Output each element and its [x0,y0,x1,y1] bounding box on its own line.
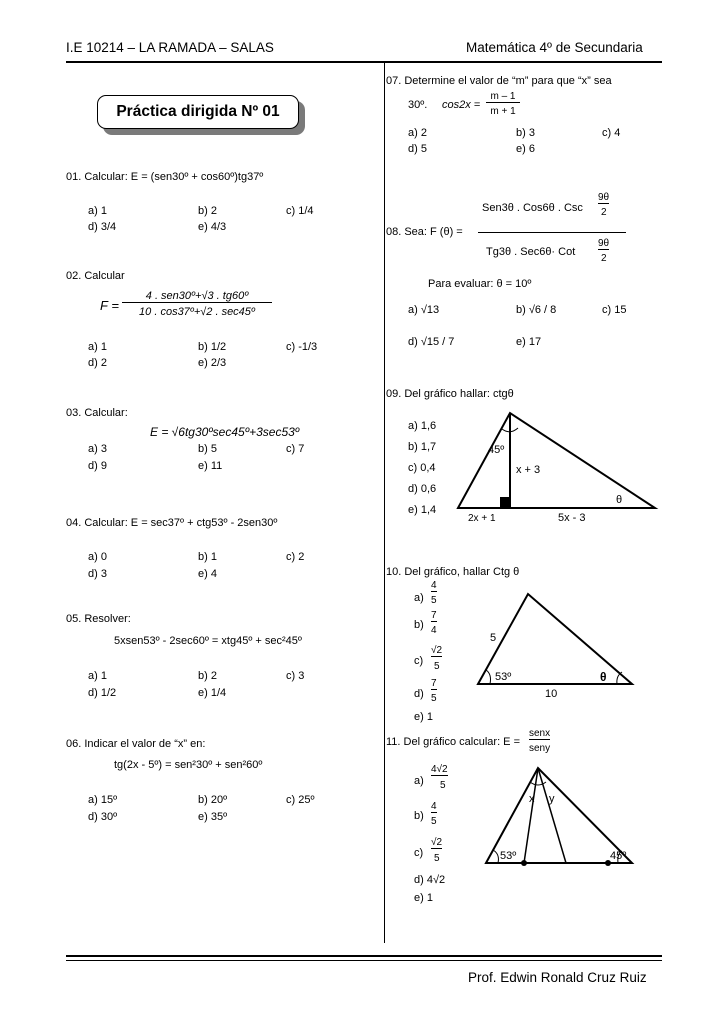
q1-label: 01. Calcular: E = (sen30º + cos60º)tg37º [66,171,264,183]
q9-triangle [458,413,655,508]
q9-angle-label: 45º [488,444,505,456]
q6-opt-d: d) 30º [88,811,118,823]
q1-opt-b: b) 2 [198,205,217,217]
q4-opt-b: b) 1 [198,551,217,563]
q2-opt-b: b) 1/2 [198,341,227,353]
q10-opt-d-den: 5 [431,693,437,704]
q10-opt-d-num: 7 [431,678,437,689]
q4-label: 04. Calcular: E = sec37º + ctg53º - 2sen30º [66,517,278,529]
q2-F: F = [100,298,119,313]
q10-opt-c-den: 5 [434,661,440,672]
q11-triangle-figure [480,762,640,872]
q11-arc-left [493,850,498,863]
q10-opt-a-num: 4 [431,580,437,591]
q11-angle2-label: 45º [610,850,627,862]
q5-opt-d: d) 1/2 [88,687,117,699]
q7-line2: 30º. [408,99,428,111]
q5-opt-c: c) 3 [286,670,305,682]
header-rule [66,61,662,63]
q7-expr-left: cos2x = [442,99,481,111]
q8-num-frac-top: 9θ [598,192,610,203]
q5-opt-e: e) 1/4 [198,687,227,699]
q7-denominator: m + 1 [490,106,516,117]
q11-opt-b-letter: b) [414,810,424,822]
q9-opt-e: e) 1,4 [408,504,437,516]
q9-opt-c: c) 0,4 [408,462,436,474]
q7-opt-c: c) 4 [602,127,621,139]
q8-opt-d: d) √15 / 7 [408,336,455,348]
q5-opt-b: b) 2 [198,670,217,682]
footer-author: Prof. Edwin Ronald Cruz Ruiz [468,970,647,985]
q9-opt-d: d) 0,6 [408,483,437,495]
q5-label: 05. Resolver: [66,613,131,625]
q8-den-frac-bottom: 2 [601,253,607,264]
q11-label: 11. Del gráfico calcular: E = [386,736,520,748]
q11-y-label: y [549,793,555,805]
q7-numerator: m – 1 [486,91,520,103]
q5-expression: 5xsen53º - 2sec60º = xtg45º + sec²45º [114,635,302,647]
q10-opt-b-letter: b) [414,619,424,631]
q3-opt-b: b) 5 [198,443,217,455]
q10-opt-d-letter: d) [414,688,424,700]
page-title: Práctica dirigida Nº 01 [97,95,299,129]
q9-side-label: x + 3 [516,464,541,476]
q9-base1-label: 2x + 1 [468,513,496,524]
q11-opt-a-num: 4√2 [431,764,448,775]
q4-opt-e: e) 4 [198,568,217,580]
q11-opt-a-den: 5 [440,780,446,791]
q7-opt-e: e) 6 [516,143,535,155]
q11-denominator: seny [529,743,551,754]
q11-point-left [521,860,527,866]
q2-opt-c: c) -1/3 [286,341,318,353]
q8-denominator: Tg3θ . Sec6θ· Cot [486,246,576,258]
q9-right-angle-mark [500,497,510,508]
q7-label: 07. Determine el valor de “m” para que “x” sea [386,75,612,87]
q3-opt-e: e) 11 [198,460,223,472]
q11-opt-a-letter: a) [414,775,424,787]
q11-opt-b-den: 5 [431,816,437,827]
q3-label: 03. Calcular: [66,407,128,419]
q8-numerator: Sen3θ . Cos6θ . Csc [482,202,583,214]
q11-numerator: senx [529,728,551,739]
q6-opt-e: e) 35º [198,811,228,823]
q2-denominator: 10 . cos37º+√2 . sec45º [139,306,255,318]
q5-opt-a: a) 1 [88,670,107,682]
q11-opt-b-num: 4 [431,801,437,812]
q11-x-label: x [529,793,535,805]
header-school: I.E 10214 – LA RAMADA – SALAS [66,40,274,55]
header-course: Matemática 4º de Secundaria [466,40,643,55]
q8-num-frac-bottom: 2 [601,207,607,218]
q11-opt-e: e) 1 [414,892,433,904]
column-divider [384,63,385,943]
q9-theta-label: θ [616,494,623,506]
q10-opt-e: e) 1 [414,711,433,723]
q10-opt-b-den: 4 [431,625,437,636]
q6-opt-b: b) 20º [198,794,228,806]
q2-opt-e: e) 2/3 [198,357,227,369]
q10-opt-a-den: 5 [431,595,437,606]
q4-opt-a: a) 0 [88,551,107,563]
q10-triangle-figure [470,588,640,698]
q1-opt-a: a) 1 [88,205,107,217]
q10-angle-label: 53º [495,671,512,683]
q6-opt-c: c) 25º [286,794,315,806]
q7-opt-b: b) 3 [516,127,535,139]
q3-opt-c: c) 7 [286,443,305,455]
q6-expression: tg(2x - 5º) = sen²30º + sen²60º [114,759,263,771]
q11-triangle [486,768,632,863]
q10-label: 10. Del gráfico, hallar Ctg θ [386,566,520,578]
q1-opt-e: e) 4/3 [198,221,227,233]
footer-rule-bottom [66,960,662,961]
q3-expression: E = √6tg30ºsec45º+3sec53º [150,425,300,439]
q3-opt-a: a) 3 [88,443,107,455]
q2-opt-a: a) 1 [88,341,107,353]
q10-opt-c-letter: c) [414,655,424,667]
q8-opt-b: b) √6 / 8 [516,304,557,316]
q6-label: 06. Indicar el valor de “x” en: [66,738,206,750]
q7-opt-a: a) 2 [408,127,427,139]
q8-fraction-bar [478,232,626,233]
q9-base2-label: 5x - 3 [558,512,586,524]
q1-opt-c: c) 1/4 [286,205,314,217]
q11-opt-c-letter: c) [414,847,424,859]
q8-opt-c: c) 15 [602,304,627,316]
q3-opt-d: d) 9 [88,460,107,472]
q1-opt-d: d) 3/4 [88,221,117,233]
q11-opt-d: d) 4√2 [414,874,446,886]
q10-opt-b-num: 7 [431,610,437,621]
q10-base-label: 10 [545,688,558,698]
q11-opt-c-den: 5 [434,853,440,864]
q8-label: 08. Sea: F (θ) = [386,226,463,238]
q9-opt-a: a) 1,6 [408,420,437,432]
q10-angle-arc-left [486,670,491,684]
q8-eval: Para evaluar: θ = 10º [428,278,532,290]
q2-numerator: 4 . sen30º+√3 . tg60º [122,290,272,303]
q7-opt-d: d) 5 [408,143,427,155]
q2-label: 02. Calcular [66,270,125,282]
q8-opt-a: a) √13 [408,304,440,316]
q10-theta-label: θ [600,670,607,684]
q11-angle1-label: 53º [500,850,517,862]
q9-opt-b: b) 1,7 [408,441,437,453]
q8-den-frac-top: 9θ [598,238,610,249]
q2-opt-d: d) 2 [88,357,107,369]
q11-opt-c-num: √2 [431,837,443,848]
q9-label: 09. Del gráfico hallar: ctgθ [386,388,514,400]
q9-triangle-figure [450,405,660,525]
q10-opt-a-letter: a) [414,592,424,604]
q8-opt-e: e) 17 [516,336,542,348]
q10-side-label: 5 [490,632,497,644]
footer-rule-top [66,955,662,957]
q4-opt-d: d) 3 [88,568,107,580]
q10-opt-c-num: √2 [431,645,443,656]
q4-opt-c: c) 2 [286,551,305,563]
q6-opt-a: a) 15º [88,794,118,806]
